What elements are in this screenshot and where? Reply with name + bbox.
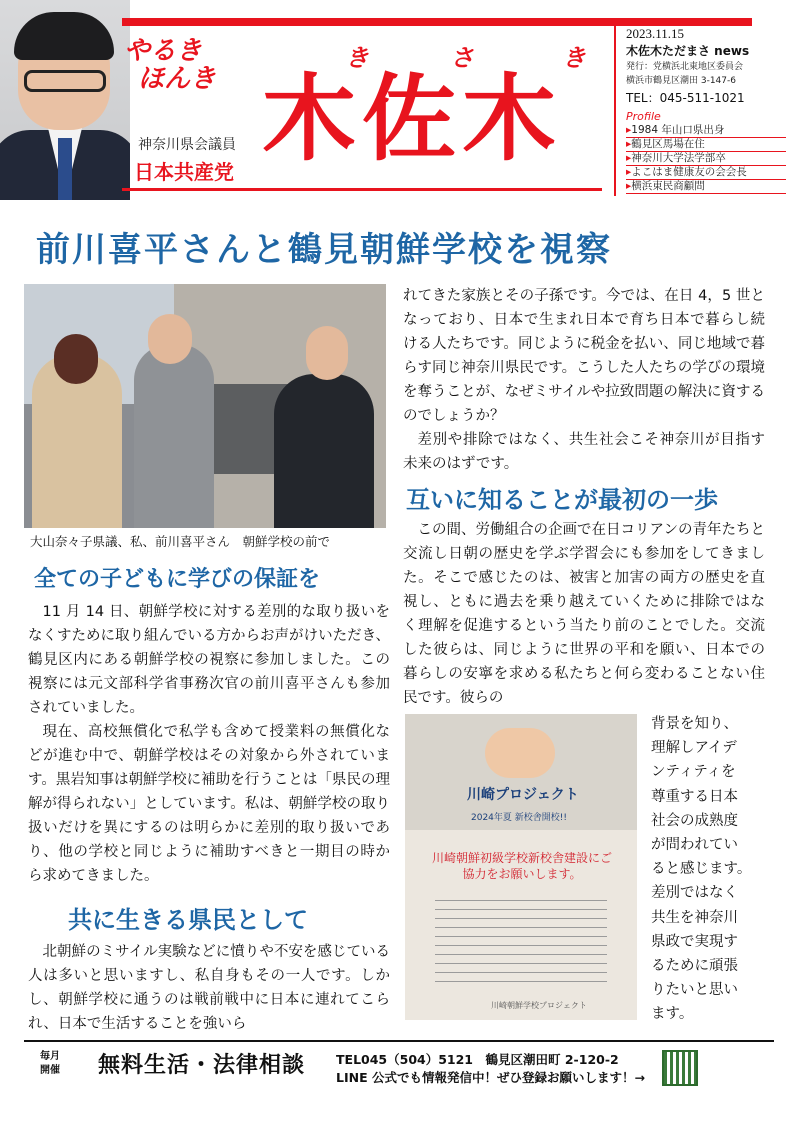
subheading-2: 共に生きる県民として xyxy=(68,906,308,934)
poster-title: 川崎プロジェクト xyxy=(467,787,579,803)
line: 背景を知り、 xyxy=(651,716,738,732)
footer-frequency xyxy=(40,1050,60,1078)
line: りたいと思い xyxy=(651,982,738,999)
footer-small-1: 毎月 xyxy=(40,1051,60,1062)
name-ruby-1: き xyxy=(345,45,369,72)
poster-date: 2024年夏 新校舎開校!! xyxy=(471,813,567,823)
poster-appeal: 川崎朝鮮初級学校新校舎建設にご協力をお願いします。 xyxy=(431,851,612,881)
party-name: 日本共産党 xyxy=(134,160,234,184)
line: ンティティを xyxy=(651,764,736,781)
catch-phrase-2: ほんき xyxy=(138,63,217,93)
section-1-body xyxy=(28,600,390,888)
line: 理解しアイデ xyxy=(651,740,737,757)
paragraph: 北朝鮮のミサイル実験などに憤りや不安を感じている人は多いと思いますし、私自身もその一人です。しかし、朝鮮学校に通うのは戦前戦中に日本に連れてこられ、日本で生活することを強いら xyxy=(28,944,390,1032)
line: るために頑張 xyxy=(651,958,738,975)
paragraph: 差別や排除ではなく、共生社会こそ神奈川が目指す未来のはずです。 xyxy=(403,432,765,472)
profile-list xyxy=(626,124,786,194)
school-visit-photo xyxy=(24,284,386,528)
kawasaki-project-poster xyxy=(405,714,637,1020)
profile-item: ▸ 神奈川大学法学部卒 xyxy=(626,152,786,166)
newsletter-title: 木佐木ただまさ news xyxy=(626,44,750,58)
profile-item: ▸ 横浜東民商顧問 xyxy=(626,180,786,194)
line: が問われてい xyxy=(651,837,738,854)
profile-item: ▸ 鶴見区馬場在住 xyxy=(626,138,786,152)
phone: TEL：045-511-1021 xyxy=(626,91,745,105)
photo-caption: 大山奈々子県議、私、前川喜平さん 朝鮮学校の前で xyxy=(30,534,331,549)
line: 県政で実現す xyxy=(651,933,738,950)
info-box xyxy=(614,26,786,196)
line-qr-code-icon[interactable] xyxy=(662,1050,698,1086)
header-red-bar xyxy=(122,18,752,26)
section-3-body xyxy=(403,518,765,710)
narrow-column xyxy=(651,712,769,1027)
candidate-name: 木佐木 xyxy=(262,65,563,174)
line: 尊重する日本 xyxy=(651,788,738,805)
profile-item: ▸ よこはま健康友の会会長 xyxy=(626,166,786,180)
header-red-underline xyxy=(122,188,602,191)
line: ると感じます。 xyxy=(651,861,752,878)
name-ruby-3: き xyxy=(562,45,586,72)
issue-date: 2023.11.15 xyxy=(626,26,685,41)
poster-signature: 川崎朝鮮学校プロジェクト xyxy=(491,1001,587,1010)
subheading-3: 互いに知ることが最初の一歩 xyxy=(406,486,718,514)
paragraph: れてきた家族とその子孫です。今では、在日 4，5 世となっており、日本で生まれ日本で育ち日本で暮らし続ける人たちです。同じように税金を払い、同じ地域で暮らす同じ神奈川県民です。こうした人たちの学びの環境を奪うことが、なぜミサイルや拉致問題の解決に資するのでしょうか？ xyxy=(403,288,765,424)
name-ruby-2: さ xyxy=(450,45,474,72)
hands-logo-icon xyxy=(485,728,555,778)
profile-item: ▸ 1984 年山口県出身 xyxy=(626,124,786,138)
article-headline: 前川喜平さんと鶴見朝鮮学校を視察 xyxy=(36,230,612,270)
footer xyxy=(24,1040,774,1090)
subheading-1: 全ての子どもに学びの保証を xyxy=(34,567,321,592)
consultation-title: 無料生活・法律相談 xyxy=(98,1053,306,1078)
line: 社会の成熟度 xyxy=(651,812,738,829)
line: 共生を神奈川 xyxy=(651,909,738,926)
paragraph: 現在、高校無償化で私学も含めて授業料の無償化などが進む中で、朝鮮学校はその対象から外されています。黒岩知事は朝鮮学校に補助を行うことは「県民の理解が得られない」としています。私は、朝鮮学校の取り扱いだけを異にするのは明らかに差別的取り扱いであり、他の学校と同じように補助すべきと一期目の時から求めてきました。 xyxy=(28,724,390,884)
line: ます。 xyxy=(651,1006,694,1023)
paragraph: 11 月 14 日、朝鮮学校に対する差別的な取り扱いをなくすために取り組んでいる方からお声がけいただき、鶴見区内にある朝鮮学校の視察に参加しました。この視察には元文部科学省事務次官の前川喜平さんも参加されていました。 xyxy=(28,604,390,716)
section-2-body xyxy=(28,940,390,1036)
column-2-body xyxy=(403,284,765,476)
address: 横浜市鶴見区潮田 3-147-6 xyxy=(626,76,736,86)
candidate-role: 神奈川県会議員 xyxy=(138,137,236,153)
line-notice: LINE 公式でも情報発信中！ぜひ登録お願いします！→ xyxy=(336,1070,645,1085)
consultation-contact: TEL045（504）5121 鶴見区潮田町 2-120-2 xyxy=(336,1052,619,1067)
line: 差別ではなく xyxy=(651,885,738,902)
paragraph: この間、労働組合の企画で在日コリアンの青年たちと交流し日朝の歴史を学ぶ学習会にも参加をしてきました。そこで感じたのは、被害と加害の両方の歴史を直視し、ともに過去を乗り越えていくために排除ではなく理解を促進するという当たり前のことでした。交流した彼らは、同じように世界の平和を願い、日本での暮らしの安寧を求める私たちと何ら変わることない住民です。彼らの xyxy=(403,522,765,706)
catch-phrase-1: やるき xyxy=(124,35,203,65)
profile-heading: Profile xyxy=(626,110,661,123)
publisher: 発行：党横浜北東地区委員会 xyxy=(626,62,744,72)
candidate-photo xyxy=(0,0,130,200)
footer-small-2: 開催 xyxy=(40,1065,60,1076)
